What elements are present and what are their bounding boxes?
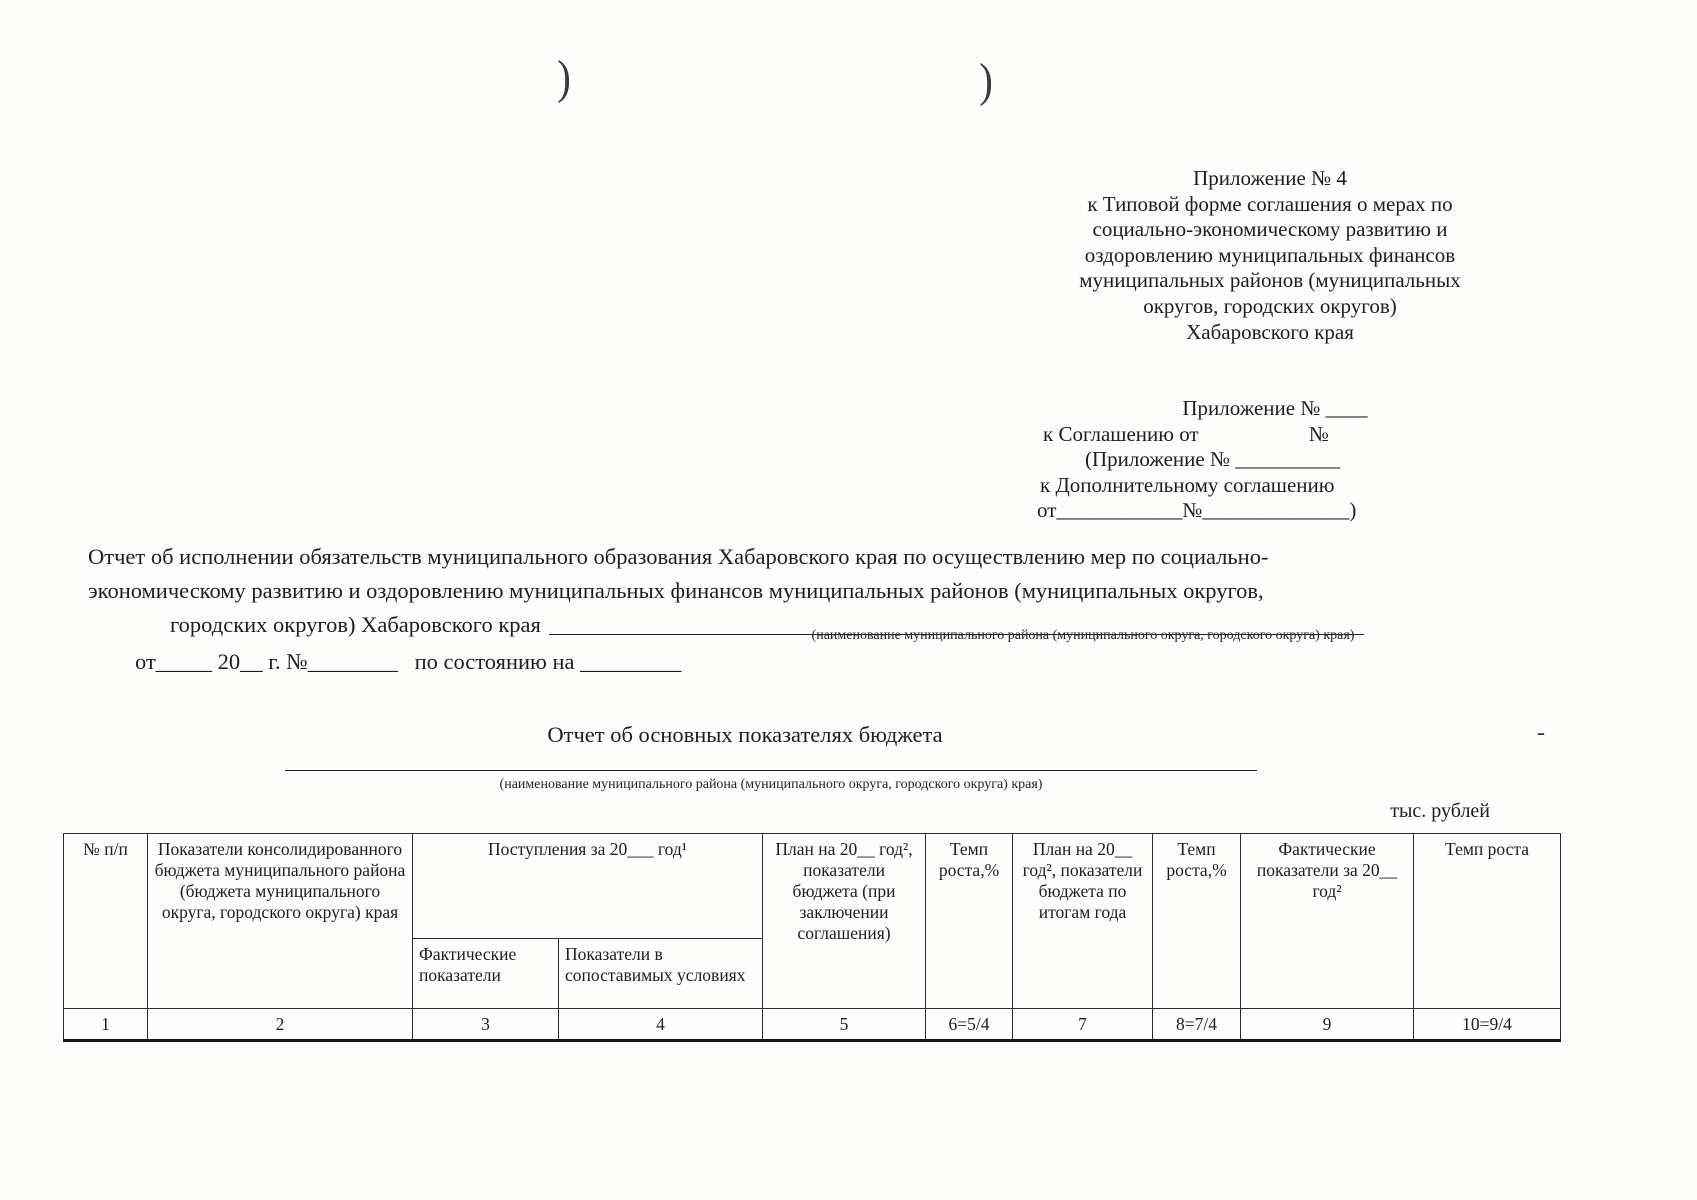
- agreement-appendix-line: Приложение № ____: [1182, 396, 1368, 420]
- municipality-name-underline: [285, 770, 1257, 771]
- agreement-appendix-line: к Соглашению от №: [1043, 421, 1329, 446]
- header-comparable-indicators: Показатели в сопоставимых условиях: [559, 939, 763, 1009]
- header-growth-rate-2: Темп роста,%: [1153, 834, 1241, 1009]
- municipality-name-caption: (наименование муниципального района (муниципального округа, городского округа) края): [811, 628, 1355, 643]
- report-title-line-1: Отчет об исполнении обязательств муниципального образования Хабаровского края по осуществлению мер по социально-: [88, 544, 1269, 569]
- header-row-number: № п/п: [64, 834, 148, 1009]
- units-label: тыс. рублей: [1390, 800, 1490, 822]
- agreement-appendix-block: [1025, 396, 1525, 524]
- column-number-cell: 8=7/4: [1153, 1009, 1241, 1041]
- appendix-4-line: муниципальных районов (муниципальных: [1079, 268, 1461, 293]
- agreement-appendix-line: (Приложение № __________: [1085, 447, 1341, 472]
- column-number-cell: 7: [1013, 1009, 1153, 1041]
- column-number-cell: 10=9/4: [1414, 1009, 1561, 1041]
- header-indicators: Показатели консолидированного бюджета муниципального района (бюджета муниципального округа, городского округа) края: [148, 834, 413, 1009]
- scan-artifact-paren-right: ): [979, 54, 993, 107]
- column-number-cell: 1: [64, 1009, 148, 1041]
- report-title-line-2: экономическому развитию и оздоровлению муниципальных финансов муниципальных районов (муниципальных округов,: [88, 578, 1264, 603]
- column-numbers-row: [64, 1009, 1561, 1041]
- budget-report-title: Отчет об основных показателях бюджета: [547, 722, 943, 747]
- appendix-4-line: к Типовой форме соглашения о мерах по: [1087, 191, 1453, 216]
- header-plan-at-signing: План на 20__ год², показатели бюджета (при заключении соглашения): [763, 834, 926, 1009]
- header-growth-rate-1: Темп роста,%: [926, 834, 1013, 1009]
- report-date-line: от_____ 20__ г. №________ по состоянию на _________: [135, 649, 682, 674]
- column-number-cell: 6=5/4: [926, 1009, 1013, 1041]
- column-number-cell: 4: [559, 1009, 763, 1041]
- header-growth-rate-3: Темп роста: [1414, 834, 1561, 1009]
- appendix-4-line: оздоровлению муниципальных финансов: [1084, 242, 1456, 267]
- header-actual-indicators: Фактические показатели: [413, 939, 559, 1009]
- report-title-paragraph: [88, 540, 1566, 679]
- header-actual-for-year: Фактические показатели за 20__ год²: [1241, 834, 1414, 1009]
- appendix-4-line: социально-экономическому развитию и: [1092, 217, 1448, 242]
- column-number-cell: 2: [148, 1009, 413, 1041]
- appendix-4-block: [1020, 166, 1520, 345]
- appendix-4-line: округов, городских округов): [1143, 294, 1397, 319]
- column-number-cell: 5: [763, 1009, 926, 1041]
- agreement-appendix-line: к Дополнительному соглашению: [1040, 472, 1335, 497]
- agreement-appendix-line: от____________№______________): [1037, 498, 1357, 523]
- table-header-row-1: [64, 834, 1561, 939]
- municipality-name-caption-2: (наименование муниципального района (муниципального округа, городского округа) края): [499, 777, 1043, 792]
- column-number-cell: 3: [413, 1009, 559, 1041]
- appendix-4-line: Приложение № 4: [1193, 166, 1347, 190]
- scan-artifact-dash: -: [1537, 720, 1545, 746]
- report-title-line-3-text: городских округов) Хабаровского края: [170, 612, 541, 637]
- column-number-cell: 9: [1241, 1009, 1414, 1041]
- scan-artifact-paren-left: ): [557, 51, 571, 104]
- appendix-4-line: Хабаровского края: [1186, 319, 1354, 344]
- header-receipts-group: Поступления за 20___ год¹: [413, 834, 763, 939]
- budget-indicators-table: [63, 833, 1561, 1042]
- header-plan-year-end: План на 20__ год², показатели бюджета по итогам года: [1013, 834, 1153, 1009]
